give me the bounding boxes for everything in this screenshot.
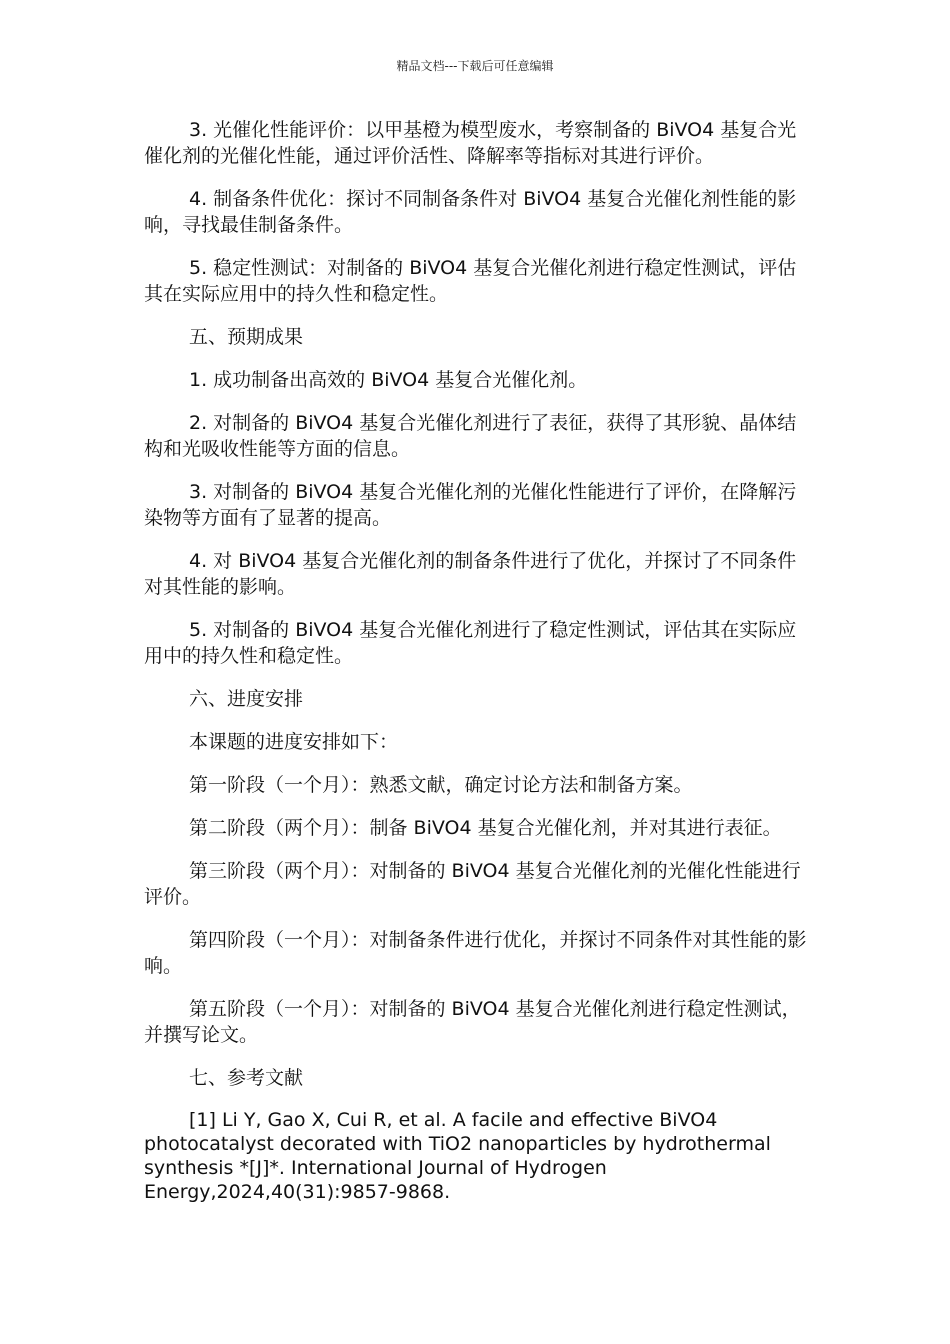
schedule-stage-5: 第五阶段（一个月）：对制备的 BiVO4 基复合光催化剂进行稳定性测试，并撰写论文。 [144, 998, 801, 1046]
schedule-stage-2: 第二阶段（两个月）：制备 BiVO4 基复合光催化剂，并对其进行表征。 [189, 817, 782, 839]
result-item-2: 2. 对制备的 BiVO4 基复合光催化剂进行了表征，获得了其形貌、晶体结构和光吸收性能等方面的信息。 [144, 412, 797, 460]
section-heading-references: 七、参考文献 [189, 1067, 304, 1089]
result-item-4: 4. 对 BiVO4 基复合光催化剂的制备条件进行了优化，并探讨了不同条件对其性能的影响。 [144, 550, 797, 598]
schedule-stage-4: 第四阶段（一个月）：对制备条件进行优化，并探讨不同条件对其性能的影响。 [144, 929, 807, 977]
result-item-5: 5. 对制备的 BiVO4 基复合光催化剂进行了稳定性测试，评估其在实际应用中的持久性和稳定性。 [144, 619, 797, 667]
page-header: 精品文档---下载后可任意编辑 [396, 59, 554, 73]
section-heading-schedule: 六、进度安排 [189, 688, 304, 710]
schedule-intro: 本课题的进度安排如下： [189, 731, 399, 753]
result-item-3: 3. 对制备的 BiVO4 基复合光催化剂的光催化性能进行了评价，在降解污染物等方面有了显著的提高。 [144, 481, 797, 529]
paragraph-condition-optimization: 4. 制备条件优化：探讨不同制备条件对 BiVO4 基复合光催化剂性能的影响，寻找最佳制备条件。 [144, 188, 797, 236]
schedule-stage-1: 第一阶段（一个月）：熟悉文献，确定讨论方法和制备方案。 [189, 774, 693, 796]
paragraph-stability-test: 5. 稳定性测试：对制备的 BiVO4 基复合光催化剂进行稳定性测试，评估其在实际应用中的持久性和稳定性。 [144, 257, 797, 305]
paragraph-eval-method: 3. 光催化性能评价：以甲基橙为模型废水，考察制备的 BiVO4 基复合光催化剂的光催化性能，通过评价活性、降解率等指标对其进行评价。 [144, 119, 797, 167]
result-item-1: 1. 成功制备出高效的 BiVO4 基复合光催化剂。 [189, 369, 588, 391]
document-body [144, 117, 809, 1221]
section-heading-expected-results: 五、预期成果 [189, 326, 304, 348]
schedule-stage-3: 第三阶段（两个月）：对制备的 BiVO4 基复合光催化剂的光催化性能进行评价。 [144, 860, 801, 908]
reference-item-1: [1] Li Y, Gao X, Cui R, et al. A facile and effective BiVO4 photocatalyst decorated with TiO2 nanoparticles by hydrothermal synthesis *[J]*. International Journal of Hydrogen Energy,2024,40(31):9857-9868. [144, 1109, 771, 1203]
